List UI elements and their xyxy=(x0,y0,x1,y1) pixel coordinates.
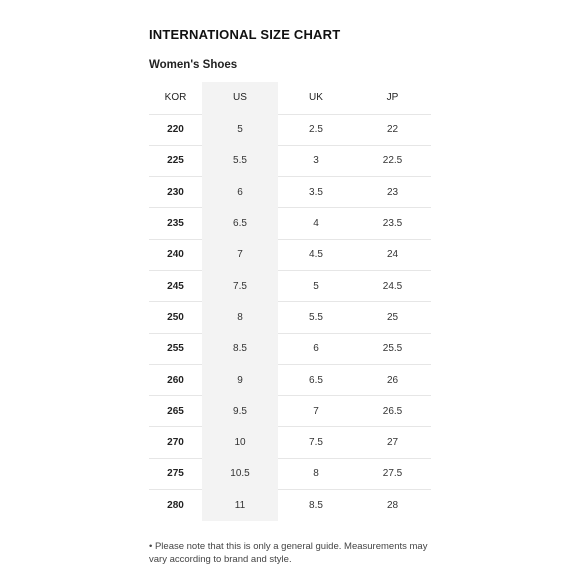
cell-uk: 6 xyxy=(278,333,354,364)
cell-uk: 3 xyxy=(278,145,354,176)
cell-jp: 26.5 xyxy=(354,396,431,427)
table-row xyxy=(149,145,431,176)
cell-uk: 5.5 xyxy=(278,302,354,333)
cell-kor: 245 xyxy=(149,270,202,301)
cell-kor: 225 xyxy=(149,145,202,176)
cell-jp: 25.5 xyxy=(354,333,431,364)
cell-us: 7.5 xyxy=(202,270,278,301)
cell-kor: 250 xyxy=(149,302,202,333)
cell-us: 6.5 xyxy=(202,208,278,239)
table-row xyxy=(149,270,431,301)
header-kor: KOR xyxy=(149,82,202,114)
cell-us: 5 xyxy=(202,114,278,145)
cell-uk: 7.5 xyxy=(278,427,354,458)
table-row xyxy=(149,114,431,145)
size-chart-table xyxy=(149,82,431,521)
cell-us: 10 xyxy=(202,427,278,458)
cell-jp: 23 xyxy=(354,177,431,208)
table-row xyxy=(149,396,431,427)
cell-jp: 28 xyxy=(386,499,399,511)
cell-jp: 24 xyxy=(354,239,431,270)
table-row xyxy=(149,490,431,521)
cell-kor: 230 xyxy=(149,177,202,208)
footnote: • Please note that this is only a general guide. Measurements may vary according to brand and style. xyxy=(149,541,428,565)
table-row xyxy=(149,239,431,270)
table-row xyxy=(149,208,431,239)
cell-uk: 8 xyxy=(278,458,354,489)
cell-kor: 240 xyxy=(149,239,202,270)
cell-jp: 24.5 xyxy=(354,270,431,301)
cell-uk: 3.5 xyxy=(278,177,354,208)
cell-us: 9 xyxy=(202,364,278,395)
cell-kor: 280 xyxy=(167,499,184,511)
cell-kor: 270 xyxy=(149,427,202,458)
header-uk: UK xyxy=(278,82,354,114)
table-header-row xyxy=(149,82,431,114)
cell-kor: 275 xyxy=(149,458,202,489)
cell-jp: 23.5 xyxy=(354,208,431,239)
cell-uk: 4.5 xyxy=(278,239,354,270)
cell-uk: 4 xyxy=(278,208,354,239)
cell-us: 8.5 xyxy=(202,333,278,364)
table-row xyxy=(149,333,431,364)
table-row xyxy=(149,177,431,208)
cell-us: 7 xyxy=(202,239,278,270)
page-title: INTERNATIONAL SIZE CHART xyxy=(149,27,341,42)
cell-us: 11 xyxy=(202,490,278,521)
cell-uk: 5 xyxy=(278,270,354,301)
table-row xyxy=(149,302,431,333)
cell-kor: 255 xyxy=(149,333,202,364)
cell-us: 9.5 xyxy=(202,396,278,427)
cell-uk: 2.5 xyxy=(278,114,354,145)
cell-uk: 7 xyxy=(278,396,354,427)
cell-jp: 27 xyxy=(354,427,431,458)
cell-jp: 22 xyxy=(354,114,431,145)
cell-jp: 22.5 xyxy=(354,145,431,176)
cell-kor: 260 xyxy=(149,364,202,395)
cell-uk: 8.5 xyxy=(309,499,323,511)
header-us: US xyxy=(202,82,278,114)
cell-jp: 26 xyxy=(354,364,431,395)
cell-jp: 27.5 xyxy=(354,458,431,489)
header-jp: JP xyxy=(354,82,431,114)
cell-uk: 6.5 xyxy=(278,364,354,395)
cell-us: 6 xyxy=(202,177,278,208)
cell-kor: 265 xyxy=(149,396,202,427)
cell-us: 10.5 xyxy=(202,458,278,489)
cell-kor: 220 xyxy=(149,114,202,145)
cell-us: 5.5 xyxy=(202,145,278,176)
table-row xyxy=(149,458,431,489)
cell-jp: 25 xyxy=(354,302,431,333)
cell-kor: 235 xyxy=(149,208,202,239)
table-row xyxy=(149,364,431,395)
cell-us: 8 xyxy=(202,302,278,333)
table-row xyxy=(149,427,431,458)
section-title: Women's Shoes xyxy=(149,59,238,71)
